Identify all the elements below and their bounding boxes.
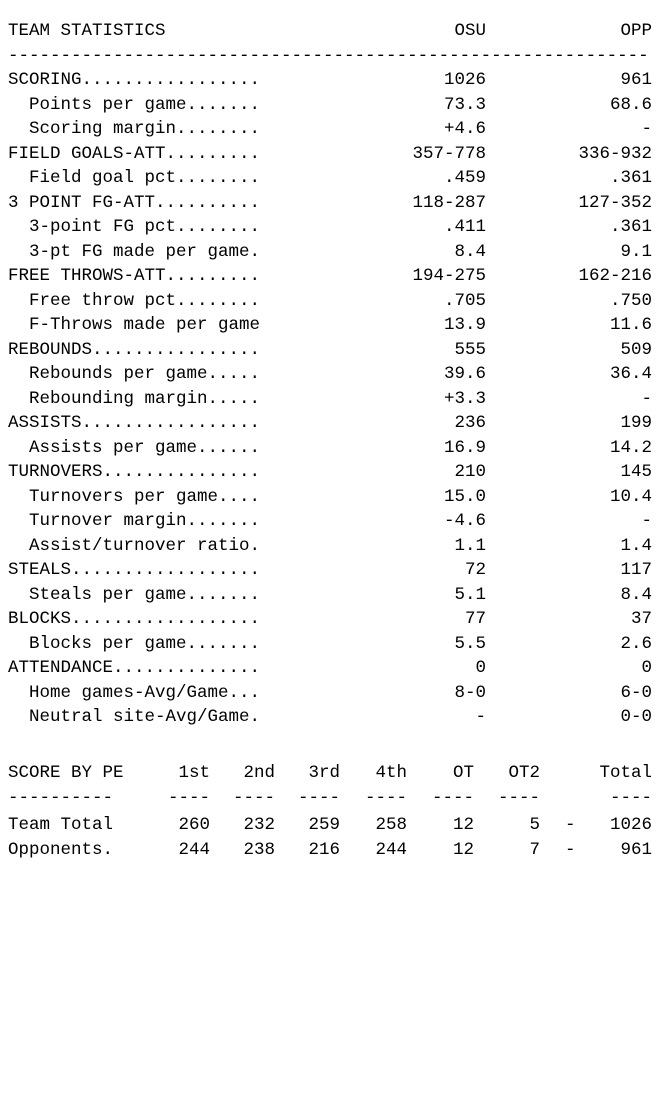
score-4th-value: 258 (375, 815, 407, 835)
score-row-label: Team Total (8, 815, 114, 835)
stat-row (0, 534, 660, 559)
stat-opp-value: 6-0 (620, 682, 652, 703)
stat-row (0, 705, 660, 730)
stat-opp-value: 9.1 (620, 241, 652, 262)
score-4th-value: 244 (375, 839, 407, 860)
stat-label: Points per game....... (8, 94, 261, 115)
stat-osu-value: 194-275 (412, 266, 486, 286)
stat-osu-value: 1.1 (454, 535, 486, 556)
stat-row (0, 485, 660, 510)
stat-label: TURNOVERS............... (8, 462, 261, 482)
stat-osu-value: 8.4 (454, 241, 486, 262)
stat-label: Rebounds per game..... (8, 364, 261, 384)
score-3rd-value: 216 (308, 839, 340, 860)
stat-row (0, 68, 660, 93)
header-divider: ------------------------------------------------------------- (8, 45, 649, 66)
score-1st-value: 244 (178, 839, 210, 860)
stat-row (0, 264, 660, 289)
stat-label: Turnover margin....... (8, 511, 261, 531)
stat-label: Home games-Avg/Game... (8, 682, 261, 703)
stat-row (0, 142, 660, 167)
stat-opp-value: 2.6 (620, 633, 652, 654)
score-ot-value: 12 (452, 815, 474, 835)
stat-osu-value: 39.6 (443, 364, 486, 384)
score-separator: - (565, 839, 576, 860)
stat-opp-value: 1.4 (620, 535, 652, 556)
stat-opp-value: 36.4 (609, 364, 652, 384)
score-divider: ---- (167, 787, 210, 808)
score-row-label: Opponents. (8, 839, 114, 860)
stat-label: F-Throws made per game (8, 315, 261, 335)
stat-label: BLOCKS.................. (8, 609, 261, 629)
stat-row (0, 436, 660, 461)
stat-opp-value: 37 (630, 609, 652, 629)
stat-label: ATTENDANCE.............. (8, 658, 261, 678)
score-1st-value: 260 (178, 815, 210, 835)
stat-opp-value: - (641, 119, 652, 139)
score-divider: ---- (364, 787, 407, 808)
stat-osu-value: .411 (443, 217, 486, 237)
score-col-2nd: 2nd (243, 763, 275, 783)
score-total-value: 961 (620, 839, 652, 860)
score-3rd-value: 259 (308, 815, 340, 835)
stat-row (0, 117, 660, 142)
stat-label: STEALS.................. (8, 560, 261, 580)
stat-row (0, 558, 660, 583)
score-header-row (0, 761, 660, 786)
stats-title: TEAM STATISTICS (8, 21, 166, 41)
score-divider: ---- (609, 787, 652, 808)
stat-opp-value: 0 (641, 658, 652, 678)
stat-label: Field goal pct........ (8, 168, 261, 188)
stat-row (0, 509, 660, 534)
stat-row (0, 166, 660, 191)
stat-row (0, 632, 660, 657)
stat-row (0, 362, 660, 387)
stat-osu-value: - (475, 707, 486, 727)
stat-row (0, 313, 660, 338)
stat-opp-value: .750 (609, 290, 652, 311)
stat-opp-value: 11.6 (609, 315, 652, 335)
stat-osu-value: 77 (464, 609, 486, 629)
score-col-total: Total (599, 763, 652, 783)
stat-label: Blocks per game....... (8, 633, 261, 654)
stat-label: SCORING................. (8, 70, 261, 90)
score-ot2-value: 7 (529, 839, 540, 860)
stat-osu-value: 15.0 (443, 486, 486, 507)
stat-opp-value: 162-216 (578, 266, 652, 286)
stat-osu-value: 13.9 (443, 315, 486, 335)
stat-osu-value: .705 (443, 290, 486, 311)
score-col-ot: OT (452, 763, 474, 783)
score-separator: - (565, 815, 576, 835)
score-divider: ---- (297, 787, 340, 808)
stat-osu-value: .459 (443, 168, 486, 188)
stat-label: ASSISTS................. (8, 413, 261, 433)
score-col-3rd: 3rd (308, 763, 340, 783)
score-divider: ---- (232, 787, 275, 808)
stat-row (0, 191, 660, 216)
stat-osu-value: 0 (475, 658, 486, 678)
stat-row (0, 387, 660, 412)
stat-opp-value: 10.4 (609, 486, 652, 507)
stat-row (0, 681, 660, 706)
score-2nd-value: 232 (243, 815, 275, 835)
score-divider-row (0, 786, 660, 811)
stat-opp-value: 14.2 (609, 437, 652, 458)
stat-label: FIELD GOALS-ATT......... (8, 143, 261, 164)
stat-osu-value: 5.5 (454, 633, 486, 654)
stat-row (0, 583, 660, 608)
stat-osu-value: 8-0 (454, 682, 486, 703)
stat-osu-value: +4.6 (443, 119, 486, 139)
stat-opp-value: .361 (609, 168, 652, 188)
score-divider: ---------- (8, 787, 114, 808)
stat-row (0, 338, 660, 363)
stat-opp-value: 145 (620, 462, 652, 482)
stat-label: Neutral site-Avg/Game. (8, 707, 261, 727)
score-2nd-value: 238 (243, 839, 275, 860)
stat-osu-value: 16.9 (443, 437, 486, 458)
stat-label: Free throw pct........ (8, 290, 261, 311)
stat-osu-value: 210 (454, 462, 486, 482)
stat-label: Steals per game....... (8, 584, 261, 605)
stat-osu-value: 118-287 (412, 192, 486, 213)
stat-opp-value: 961 (620, 70, 652, 90)
score-divider: ---- (431, 787, 474, 808)
stats-header-row (0, 19, 660, 44)
score-col-1st: 1st (178, 763, 210, 783)
header-divider-row (0, 44, 660, 69)
stat-opp-value: 68.6 (609, 94, 652, 115)
stat-opp-value: - (641, 511, 652, 531)
score-col-ot2: OT2 (508, 763, 540, 783)
stat-row (0, 215, 660, 240)
stat-osu-value: 555 (454, 339, 486, 360)
stat-label: 3 POINT FG-ATT.......... (8, 192, 261, 213)
stat-osu-value: 73.3 (443, 94, 486, 115)
stat-osu-value: -4.6 (443, 511, 486, 531)
stat-row (0, 411, 660, 436)
score-row-team (0, 813, 660, 838)
score-row-opponents (0, 838, 660, 863)
stat-label: Turnovers per game.... (8, 486, 261, 507)
stat-label: FREE THROWS-ATT......... (8, 266, 261, 286)
stat-row (0, 93, 660, 118)
stat-opp-value: .361 (609, 217, 652, 237)
stat-opp-value: 8.4 (620, 584, 652, 605)
stat-row (0, 289, 660, 314)
stat-osu-value: 1026 (443, 70, 486, 90)
stat-opp-value: 127-352 (578, 192, 652, 213)
stat-row (0, 460, 660, 485)
stat-osu-value: 72 (464, 560, 486, 580)
stat-label: Rebounding margin..... (8, 388, 261, 409)
stat-label: Assist/turnover ratio. (8, 535, 261, 556)
stat-opp-value: 0-0 (620, 707, 652, 727)
score-divider: ---- (497, 787, 540, 808)
stat-osu-value: 236 (454, 413, 486, 433)
score-col-4th: 4th (375, 763, 407, 783)
score-total-value: 1026 (609, 815, 652, 835)
stat-label: 3-pt FG made per game. (8, 241, 261, 262)
opp-column-header: OPP (620, 21, 652, 41)
stat-row (0, 240, 660, 265)
stat-opp-value: 336-932 (578, 143, 652, 164)
stat-opp-value: 509 (620, 339, 652, 360)
stat-osu-value: 5.1 (454, 584, 486, 605)
score-ot2-value: 5 (529, 815, 540, 835)
osu-column-header: OSU (454, 21, 486, 41)
stat-opp-value: - (641, 388, 652, 409)
stat-label: 3-point FG pct........ (8, 217, 261, 237)
score-ot-value: 12 (452, 839, 474, 860)
stat-row (0, 607, 660, 632)
stat-opp-value: 117 (620, 560, 652, 580)
stat-osu-value: 357-778 (412, 143, 486, 164)
stat-label: REBOUNDS................ (8, 339, 261, 360)
stat-label: Scoring margin........ (8, 119, 261, 139)
stat-label: Assists per game...... (8, 437, 261, 458)
stat-osu-value: +3.3 (443, 388, 486, 409)
score-by-period-title: SCORE BY PE (8, 763, 124, 783)
stat-opp-value: 199 (620, 413, 652, 433)
stat-row (0, 656, 660, 681)
